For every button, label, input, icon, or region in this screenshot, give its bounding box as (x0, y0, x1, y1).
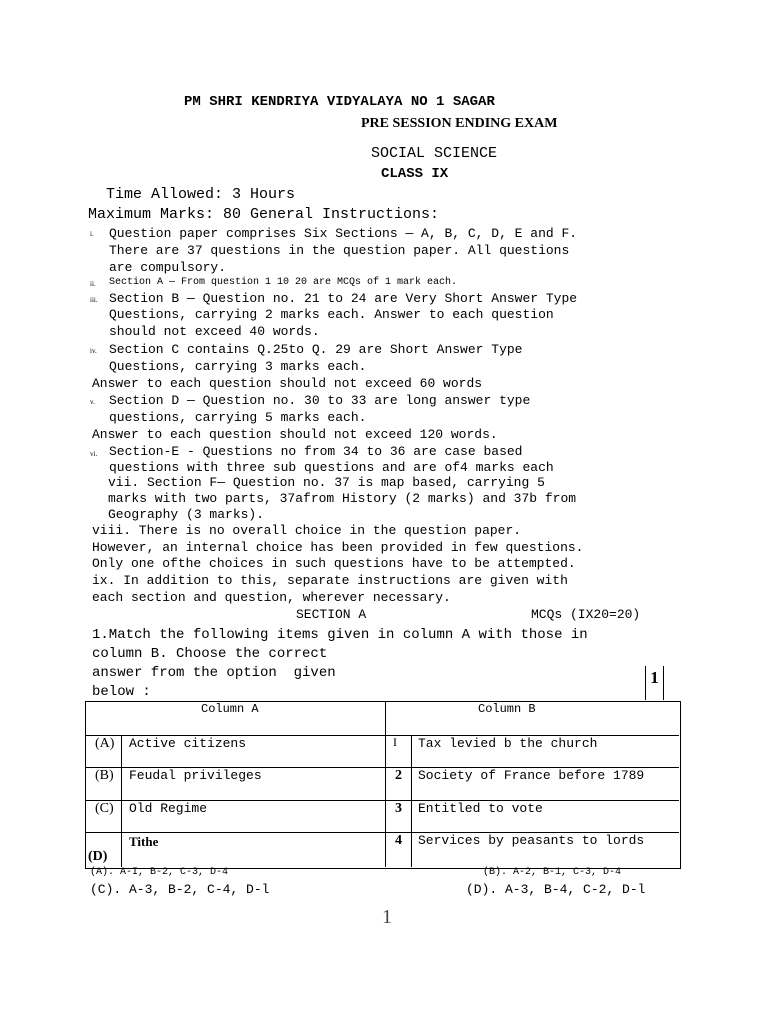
column-a-item: Active citizens (129, 736, 247, 751)
option-c: (C). A-3, B-2, C-4, D-l (90, 882, 270, 897)
instruction-line: Section-E - Questions no from 34 to 36 are case based (109, 444, 523, 459)
instruction-line: Section B — Question no. 21 to 24 are Very Short Answer Type (109, 291, 578, 306)
instruction-line: Section C contains Q.25to Q. 29 are Short Answer Type (109, 342, 523, 357)
instruction-line: marks with two parts, 37afrom History (2 marks) and 37b from (108, 491, 577, 506)
instruction-number: v. (90, 398, 95, 406)
instruction-line: Only one ofthe choices in such questions have to be attempted. (92, 556, 576, 571)
column-b-item: Services by peasants to lords (418, 833, 645, 848)
row-label: (B) (95, 768, 114, 783)
class-title: CLASS IX (381, 166, 449, 182)
row-label: (C) (95, 801, 114, 816)
column-a-item: Feudal privileges (129, 768, 262, 783)
instruction-line: Question paper comprises Six Sections — A, B, C, D, E and F. (109, 226, 578, 241)
instruction-line: should not exceed 40 words. (109, 324, 320, 339)
instruction-line: Section D — Question no. 30 to 33 are long answer type (109, 393, 531, 408)
page-number: 1 (382, 906, 392, 928)
instruction-line: are compulsory. (109, 260, 227, 275)
column-b-item: Entitled to vote (418, 801, 543, 816)
column-a-header: Column A (201, 702, 259, 716)
marks-box (645, 666, 664, 700)
column-b-item: Society of France before 1789 (418, 768, 645, 783)
question-line: below : (92, 684, 151, 700)
instruction-line: However, an internal choice has been provided in few questions. (92, 540, 584, 555)
instruction-line: ix. In addition to this, separate instructions are given with (92, 573, 568, 588)
column-b-header: Column B (478, 702, 536, 716)
instruction-number: i. (90, 230, 94, 238)
maximum-marks: Maximum Marks: 80 General Instructions: (88, 206, 440, 223)
instruction-line: Section A — From question 1 10 20 are MCQs of 1 mark each. (109, 277, 458, 288)
mcq-marks: MCQs (IX20=20) (531, 607, 641, 622)
question-line: answer from the option given (92, 665, 336, 681)
instruction-number: iii. (90, 296, 98, 304)
option-a: (A). A-I, B-2, C-3, D-4 (90, 867, 229, 878)
marks-value: 1 (650, 668, 659, 687)
instruction-line: viii. There is no overall choice in the question paper. (92, 523, 522, 538)
table-divider (385, 701, 386, 867)
option-d: (D). A-3, B-4, C-2, D-l (466, 882, 646, 897)
row-label: (D) (88, 849, 108, 864)
instruction-line: Answer to each question should not exceed 60 words (92, 376, 483, 391)
instruction-line: Questions, carrying 3 marks each. (109, 359, 367, 374)
time-allowed: Time Allowed: 3 Hours (106, 186, 296, 203)
instruction-line: each section and question, wherever necessary. (92, 590, 451, 605)
instruction-line: There are 37 questions in the question paper. All questions (109, 243, 570, 258)
school-name: PM SHRI KENDRIYA VIDYALAYA NO 1 SAGAR (184, 94, 495, 110)
table-divider (121, 735, 122, 867)
instruction-line: Questions, carrying 2 marks each. Answer to each question (109, 307, 554, 322)
instruction-line: Answer to each question should not exceed 120 words. (92, 427, 498, 442)
column-b-number: 2 (395, 768, 402, 783)
instruction-line: vii. Section F— Question no. 37 is map based, carrying 5 (108, 475, 545, 490)
instruction-number: vi. (90, 450, 98, 458)
subject-title: SOCIAL SCIENCE (371, 145, 498, 162)
column-a-item: Tithe (129, 834, 159, 849)
column-b-number: 4 (395, 833, 402, 848)
question-line: column B. Choose the correct (92, 646, 328, 662)
column-b-number: I (393, 735, 397, 749)
column-b-number: 3 (395, 801, 402, 816)
instruction-line: questions with three sub questions and are of4 marks each (109, 460, 554, 475)
row-label: (A) (95, 736, 115, 751)
column-a-item: Old Regime (129, 801, 208, 816)
section-title: SECTION A (296, 607, 367, 622)
option-b: (B). A-2, B-1, C-3, D-4 (483, 867, 622, 878)
question-line: 1.Match the following items given in column A with those in (92, 627, 588, 643)
column-b-item: Tax levied b the church (418, 736, 598, 751)
exam-title: PRE SESSION ENDING EXAM (361, 116, 558, 131)
instruction-line: Geography (3 marks). (108, 507, 265, 522)
instruction-number: iv. (90, 347, 97, 355)
instruction-line: questions, carrying 5 marks each. (109, 410, 367, 425)
table-divider (411, 735, 412, 867)
instruction-number: ii. (90, 280, 96, 288)
